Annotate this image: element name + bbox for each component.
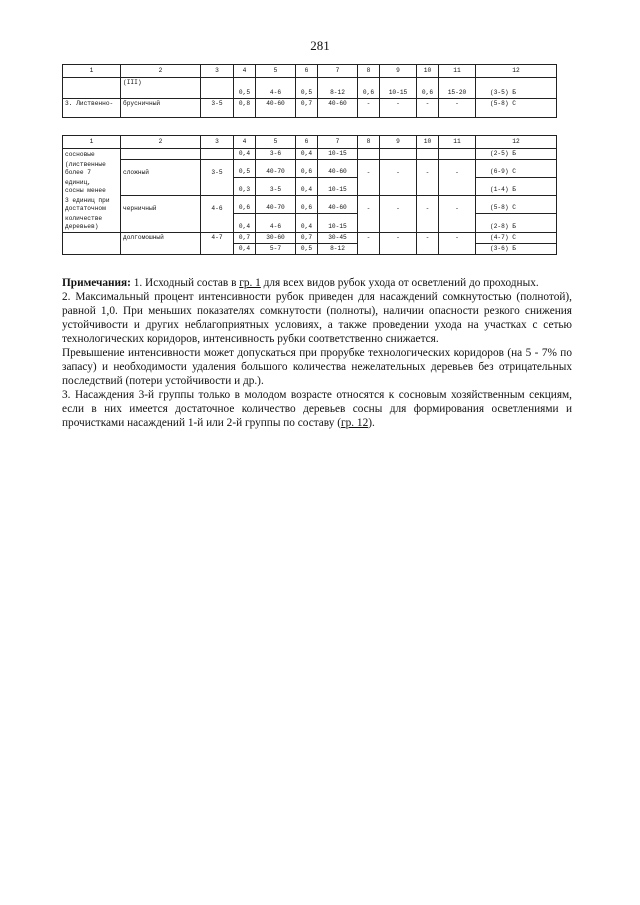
table-row	[63, 78, 557, 89]
cell: 5-7	[256, 243, 296, 254]
cell: -	[358, 232, 380, 243]
cell: 0,4	[296, 149, 318, 160]
cell: 0,5	[234, 88, 256, 99]
cell: 4-6	[256, 214, 296, 233]
table-row	[63, 214, 557, 233]
header-cell: 7	[318, 65, 358, 78]
table-header-row	[63, 65, 557, 78]
link-gr-1[interactable]: гр. 1	[239, 277, 261, 289]
note-2: 2. Максимальный процент интенсивности рубок приведен для насаждений сомкнутостью (полнотой), равной 1,0. При меньших показателях сомкнутости (полноты), наличии опасности резкого снижения устойчивости и других неблагоприятных условиях, а также проведении ухода на участках с сетью технологических коридоров, интенсивность рубки соответственно снижается.	[62, 291, 572, 345]
cell: 40-60	[318, 160, 358, 178]
header-cell: 8	[358, 65, 380, 78]
note-1: Примечания: 1. Исходный состав в гр. 1 для всех видов рубок ухода от осветлений до проходных.	[62, 277, 539, 289]
cell: 0,6	[417, 88, 439, 99]
cell: 0,4	[234, 214, 256, 233]
note-2-continued: Превышение интенсивности может допускаться при прорубке технологических коридоров (на 5 - 7% по запасу) и необходимости удаления большого количества нежелательных деревьев без отрицательных последствий (потери устойчивости и др.).	[62, 347, 572, 387]
cell: (1-4) Б	[476, 178, 557, 196]
cell-forest-type: долгомошный	[121, 232, 201, 243]
cell: 0,4	[234, 149, 256, 160]
header-cell: 6	[296, 65, 318, 78]
cell: 30-45	[318, 232, 358, 243]
cell: 0,4	[234, 243, 256, 254]
cell: -	[358, 99, 380, 118]
cell: 0,5	[296, 88, 318, 99]
cell: 8-12	[318, 88, 358, 99]
table-row	[63, 243, 557, 254]
cell: 10-15	[380, 88, 417, 99]
header-cell: 1	[63, 65, 121, 78]
cell: 3-5	[201, 160, 234, 178]
cell-forest-type: сложный	[121, 160, 201, 178]
cell: -	[417, 196, 439, 214]
cell: -	[439, 232, 476, 243]
notes-label: Примечания:	[62, 277, 131, 289]
cell: 0,6	[296, 160, 318, 178]
cell: 0,4	[296, 214, 318, 233]
cell-forest-type: черничный	[121, 196, 201, 214]
cell: -	[439, 160, 476, 178]
cell: 4-6	[256, 88, 296, 99]
cell: (3-6) Б	[476, 243, 557, 254]
cell: 3-5	[201, 99, 234, 118]
header-cell: 6	[296, 136, 318, 149]
cell: 8-12	[318, 243, 358, 254]
cell-forest-type: брусничный	[121, 99, 201, 118]
cell: 15-20	[439, 88, 476, 99]
cell: 3-5	[256, 178, 296, 196]
cell: (2-8) Б	[476, 214, 557, 233]
cell: 0,4	[296, 178, 318, 196]
cell: 0,5	[296, 243, 318, 254]
cell: 40-70	[256, 196, 296, 214]
cell: 40-70	[256, 160, 296, 178]
cell: -	[439, 99, 476, 118]
table-header-row	[63, 136, 557, 149]
table-lower	[62, 135, 557, 255]
header-cell: 12	[476, 136, 557, 149]
cell: 0,7	[296, 99, 318, 118]
header-cell: 5	[256, 65, 296, 78]
cell: -	[380, 232, 417, 243]
cell: 30-60	[256, 232, 296, 243]
cell-roman: (III)	[121, 78, 201, 89]
table-row	[63, 178, 557, 196]
cell: 0,6	[234, 196, 256, 214]
header-cell: 9	[380, 65, 417, 78]
header-cell: 7	[318, 136, 358, 149]
cell: (2-5) Б	[476, 149, 557, 160]
cell: (4-7) С	[476, 232, 557, 243]
table-row	[63, 196, 557, 214]
cell: (5-8) С	[476, 196, 557, 214]
cell: 0,7	[234, 232, 256, 243]
cell: 10-15	[318, 178, 358, 196]
cell: 0,6	[296, 196, 318, 214]
table-upper	[62, 64, 557, 118]
cell: -	[439, 196, 476, 214]
cell: -	[380, 99, 417, 118]
note-3: 3. Насаждения 3-й группы только в молодом возрасте относятся к сосновым хозяйственным секциям, если в них имеется достаточное количество деревьев сосны для формирования осветлениями и прочистками насаждений 1-й или 2-й группы по составу (гр. 12).	[62, 389, 572, 429]
table-row	[63, 88, 557, 99]
header-cell: 10	[417, 65, 439, 78]
cell: 0,6	[358, 88, 380, 99]
cell: 0,7	[296, 232, 318, 243]
cell: 0,3	[234, 178, 256, 196]
cell: 3-6	[256, 149, 296, 160]
cell: 4-6	[201, 196, 234, 214]
cell: -	[417, 160, 439, 178]
cell: 0,8	[234, 99, 256, 118]
cell-group-desc: количестве деревьев)	[63, 214, 121, 233]
header-cell: 5	[256, 136, 296, 149]
header-cell: 8	[358, 136, 380, 149]
cell: (6-9) С	[476, 160, 557, 178]
table-row	[63, 160, 557, 178]
header-cell: 12	[476, 65, 557, 78]
cell-group-desc: сосновые	[63, 149, 121, 160]
cell-group-desc: 3 единиц при достаточном	[63, 196, 121, 214]
cell: (3-5) Б	[476, 88, 557, 99]
header-cell: 3	[201, 136, 234, 149]
cell: -	[380, 160, 417, 178]
header-cell: 9	[380, 136, 417, 149]
table-row	[63, 149, 557, 160]
cell: -	[380, 196, 417, 214]
cell: -	[358, 160, 380, 178]
cell: -	[417, 232, 439, 243]
cell: -	[358, 196, 380, 214]
cell: 40-60	[318, 99, 358, 118]
link-gr-12[interactable]: гр. 12	[340, 417, 369, 429]
cell: 40-60	[318, 196, 358, 214]
header-cell: 2	[121, 136, 201, 149]
header-cell: 1	[63, 136, 121, 149]
cell: 4-7	[201, 232, 234, 243]
header-cell: 3	[201, 65, 234, 78]
page-number: 281	[310, 38, 330, 53]
cell-group-desc: (лиственные более 7	[63, 160, 121, 178]
table-row	[63, 232, 557, 243]
header-cell: 2	[121, 65, 201, 78]
cell: 40-60	[256, 99, 296, 118]
header-cell: 4	[234, 65, 256, 78]
header-cell: 10	[417, 136, 439, 149]
cell: (5-8) С	[476, 99, 557, 118]
notes-section	[62, 276, 572, 430]
header-cell: 4	[234, 136, 256, 149]
cell: 10-15	[318, 214, 358, 233]
cell-group-3: 3. Лиственно-	[63, 99, 121, 118]
cell: 0,5	[234, 160, 256, 178]
header-cell: 11	[439, 136, 476, 149]
table-row	[63, 99, 557, 118]
cell: -	[417, 99, 439, 118]
header-cell: 11	[439, 65, 476, 78]
cell-group-desc: единиц, сосны менее	[63, 178, 121, 196]
cell: 10-15	[318, 149, 358, 160]
